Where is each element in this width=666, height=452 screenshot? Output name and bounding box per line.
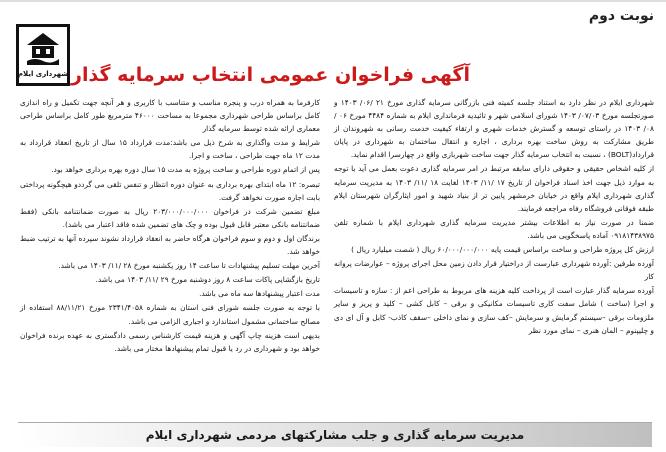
footer-text: مدیریت سرمایه گذاری و جلب مشارکتهای مردمی شهرداری ایلام xyxy=(145,428,525,442)
paragraph: شرایط و مدت واگذاری به شرح ذیل می باشد:مدت قرارداد ۱۵ سال از تاریخ انعقاد قرارداد به مدت ۱۲ ماه جهت طراحی ، ساخت و اجرا. xyxy=(20,138,320,161)
notice-left-column xyxy=(20,96,320,356)
paragraph: شهرداری ایلام در نظر دارد به استناد جلسه کمیته فنی بازرگانی سرمایه گذاری مورخ ۲۱ /۰۶/ ۱۴۰۳ و صورتجلسه مورخ ۰۷/۰۳/ ۱۴۰۳ شورای اسلامی شهر و تائیدیه فرمانداری ایلام به شماره ۴۴۸۴ مورخ ۰۶ /۰۸/ ۱۴۰۳ در راستای توسعه و گسترش خدمات شهری و ارتقاء کیفیت خدمت رسانی به شهروندان از طریق مشارکت به روش ساخت بهره برداری ، اجاره و انتقال ساختمان به شهرداری در پایان قرارداد(BOLT) ، نسبت به انتخاب سرمایه گذار جهت ساخت شهربازی واقع در چهارسرا اقدام نماید. xyxy=(334,98,654,160)
paragraph: ضمنا در صورت نیاز به اطلاعات بیشتر مدیریت سرمایه گذاری شهرداری ایلام با شماره تلفن ۰۹۱۸۱۴۳۸۹۷۵ آماده پاسخگویی می باشد. xyxy=(334,217,654,240)
logo-caption: شهرداری ایلام xyxy=(17,70,69,78)
top-divider xyxy=(0,0,666,2)
notice-right-column xyxy=(334,96,654,338)
paragraph: تاریخ بازگشایی پاکات ساعت ۸ روز دوشنبه مورخ ۲۹ /۱۱/ ۱۴۰۳ می باشد. xyxy=(95,275,320,285)
paragraph: مبلغ تضمین شرکت در فراخوان ۲۰۳/۰۰۰/۰۰۰/۰۰۰ ریال به صورت ضمانتنامه بانکی (فقط ضمانتنامه بانکی معتبر قابل قبول بوده و چک های تضمین شده فاقد اعتبار می باشد). xyxy=(20,206,320,229)
paragraph: برندگان اول و دوم و سوم فراخوان هرگاه حاضر به انعقاد قرارداد نشوند سپرده آنها به ترتیب ضبط خواهد شد. xyxy=(20,233,320,257)
paragraph: آورده سرمایه گذار عبارت است از پرداخت کلیه هزینه های مربوط به طراحی اعم از : سازه و تاسیسات و اجرا (ساخت ) شامل سفت کاری تاسیسات مکانیکی و برقی – کابل کشی – کلید و پریز و سایر ملزومات برقی –سیستم گرمایش و سرمایش –کف سازی و نمای داخلی –سقف کاذب- کابل و آل ای دی و چلیپنوم – المان هنری – نمای مورد نظر xyxy=(334,286,654,335)
paragraph: تبصره: ۱۲ ماه ابتدای بهره برداری به عنوان دوره انتظار و تنفس تلقی می گرددو هیچگونه پرداختی بابت اجاره صورت نخواهد گرفت. xyxy=(20,179,320,202)
paragraph: بدیهی است هزینه چاپ آگهی و هزینه قیمت کارشناس رسمی دادگستری به عهده برنده فراخوان خواهد بود و شهرداری در رد یا قبول تمام پیشنهادها مختار می باشد. xyxy=(20,330,320,353)
paragraph: مدت اعتبار پیشنهادها سه ماه می باشد. xyxy=(199,289,320,299)
municipality-logo xyxy=(16,24,70,86)
paragraph: پس از اتمام دوره طراحی و ساخت پروژه به مدت ۱۵ سال دوره بهره برداری خواهد بود. xyxy=(51,165,320,175)
paragraph: کارفرما به همراه درب و پنجره مناسب و متناسب با کاربری و هر آنچه جهت تکمیل و راه اندازی کامل براساس طراحی شهرداری مجموعا به مساحت ۴۶۰۰۰ مترمربع طور کامل براساس طراحی معماری ارائه شده توسط سرمایه گذار xyxy=(20,98,320,134)
paragraph: ارزش کل پروژه طراحی و ساخت براساس قیمت پایه ۶۰/۰۰۰/۰۰۰/۰۰۰ ریال ( شصت میلیارد ریال ) xyxy=(351,245,654,255)
paragraph: آورده طرفین :آورده شهرداری عبارست از دراختیار قرار دادن زمین محل اجرای پروژه – عوارضات پروانه کار xyxy=(334,259,654,282)
footer-banner xyxy=(18,422,652,447)
paragraph: آخرین مهلت تسلیم پیشنهادات تا ساعت ۱۴ روز یکشنبه مورخ ۲۸ /۱۱/ ۱۴۰۳ می باشد. xyxy=(58,261,320,271)
notice-round-label: نوبت دوم xyxy=(588,8,654,24)
paragraph: با توجه به صورت جلسه شورای فنی استان به شماره ۲۳۴۱/۴۰۵۸ مورخ ۸۸/۱۱/۲۱ استفاده از مصالح ساختمانی مشمول استاندارد و اجباری الزامی می باشد. xyxy=(20,303,320,326)
building-hand-icon xyxy=(23,31,63,69)
paragraph: از کلیه اشخاص حقیقی و حقوقی دارای سابقه مرتبط در امر سرمایه گذاری دعوت بعمل می آید با توجه به موارد ذیل جهت اخذ اسناد فراخوان از تاریخ ۱۷ /۱۱/ ۱۴۰۳ لغایت ۱۸ /۱۱/ ۱۴۰۳ به مدیریت سرمایه گذاری شهرداری ایلام واقع در خیابان خرمشهر پایین تر از بنیاد شهید و امور ایثارگران شهرستان ایلام طبقه فوقانی فروشگاه رفاه مراجعه فرمایند. xyxy=(334,164,655,213)
notice-title: آگهی فراخوان عمومی انتخاب سرمایه گذار xyxy=(71,64,470,86)
